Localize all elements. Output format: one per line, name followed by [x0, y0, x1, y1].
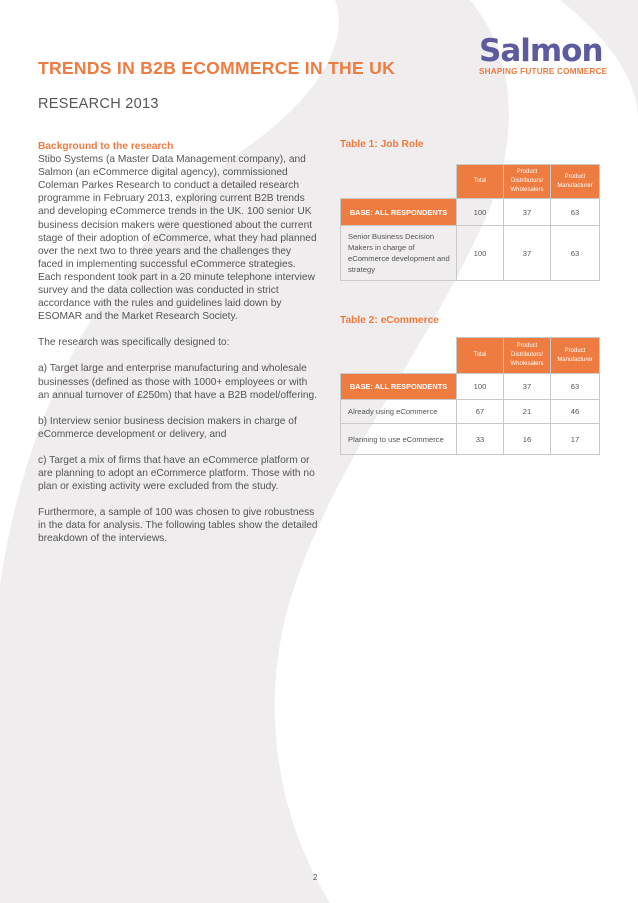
cell-manufacturer: 17 — [551, 424, 600, 455]
cell-total: 100 — [457, 199, 504, 226]
cell-distributors: 37 — [504, 374, 551, 400]
row-label: BASE: ALL RESPONDENTS — [341, 374, 457, 400]
row-label: Planning to use eCommerce — [341, 424, 457, 455]
cell-manufacturer: 46 — [551, 400, 600, 424]
cell-distributors: 16 — [504, 424, 551, 455]
header-total: Total — [457, 338, 504, 374]
cell-distributors: 37 — [504, 199, 551, 226]
table-header-row — [341, 165, 600, 199]
cell-total: 100 — [457, 226, 504, 281]
logo-tagline: SHAPING FUTURE COMMERCE — [479, 67, 608, 76]
header-distributors: Product Distributors/ Wholesalers — [504, 338, 551, 374]
header-manufacturer: Product Manufacturer — [551, 165, 600, 199]
logo-wordmark: Salmon — [479, 33, 603, 69]
table-corner — [341, 165, 457, 199]
cell-manufacturer: 63 — [551, 374, 600, 400]
cell-distributors: 21 — [504, 400, 551, 424]
cell-manufacturer: 63 — [551, 226, 600, 281]
section-heading: Background to the research — [38, 141, 174, 152]
cell-total: 100 — [457, 374, 504, 400]
cell-total: 33 — [457, 424, 504, 455]
table-corner — [341, 338, 457, 374]
table1-job-role — [340, 164, 600, 281]
cell-distributors: 37 — [504, 226, 551, 281]
table2-ecommerce — [340, 337, 600, 455]
row-label: Senior Business Decision Makers in charge of eCommerce development and strategy — [341, 226, 457, 281]
header-manufacturer: Product Manufacturer — [551, 338, 600, 374]
table-row — [341, 199, 600, 226]
cell-total: 67 — [457, 400, 504, 424]
table-row — [341, 374, 600, 400]
page-subtitle: RESEARCH 2013 — [38, 96, 159, 112]
table-row — [341, 226, 600, 281]
paragraph-background: Stibo Systems (a Master Data Management company), and Salmon (an eCommerce digital agency), commissioned Coleman Parkes Research to conduct a detailed research programme in February 2013, exploring current B2B trends and developing eCommerce trends in the UK. 100 senior UK business decision makers were questioned about the current stage of their adoption of eCommerce, what they had planned over the next two to three years and the challenges they faced in implementing successful eCommerce strategies. Each respondent took part in a 20 minute telephone interview survey and the data collection was conducted in strict accordance with the rules and guidelines laid down by ESOMAR and the Market Research Society. — [38, 154, 317, 323]
row-label: Already using eCommerce — [341, 400, 457, 424]
paragraph-target-b: b) Interview senior business decision makers in charge of eCommerce development or delivery, and — [38, 415, 297, 440]
table2-title: Table 2: eCommerce — [340, 315, 439, 326]
table-row — [341, 424, 600, 455]
table-header-row — [341, 338, 600, 374]
salmon-logo — [479, 33, 608, 76]
page-number: 2 — [313, 873, 318, 882]
paragraph-sample: Furthermore, a sample of 100 was chosen to give robustness in the data for analysis. The following tables show the detailed breakdown of the interviews. — [38, 507, 318, 545]
row-label: BASE: ALL RESPONDENTS — [341, 199, 457, 226]
header-total: Total — [457, 165, 504, 199]
body-text — [38, 140, 318, 558]
paragraph-target-a: a) Target large and enterprise manufacturing and wholesale businesses (defined as those with 1000+ employees or with an annual turnover of £250m) that have a B2B model/offering. — [38, 363, 318, 401]
paragraph-target-c: c) Target a mix of firms that have an eCommerce platform or are planning to adopt an eCommerce platform. Those with no plan or existing activity were excluded from the study. — [38, 454, 315, 493]
cell-manufacturer: 63 — [551, 199, 600, 226]
page-title: TRENDS IN B2B ECOMMERCE IN THE UK — [38, 58, 396, 78]
paragraph-designed: The research was specifically designed to: — [38, 337, 230, 349]
header-distributors: Product Distributors/ Wholesalers — [504, 165, 551, 199]
table-row — [341, 400, 600, 424]
table1-title: Table 1: Job Role — [340, 139, 424, 150]
